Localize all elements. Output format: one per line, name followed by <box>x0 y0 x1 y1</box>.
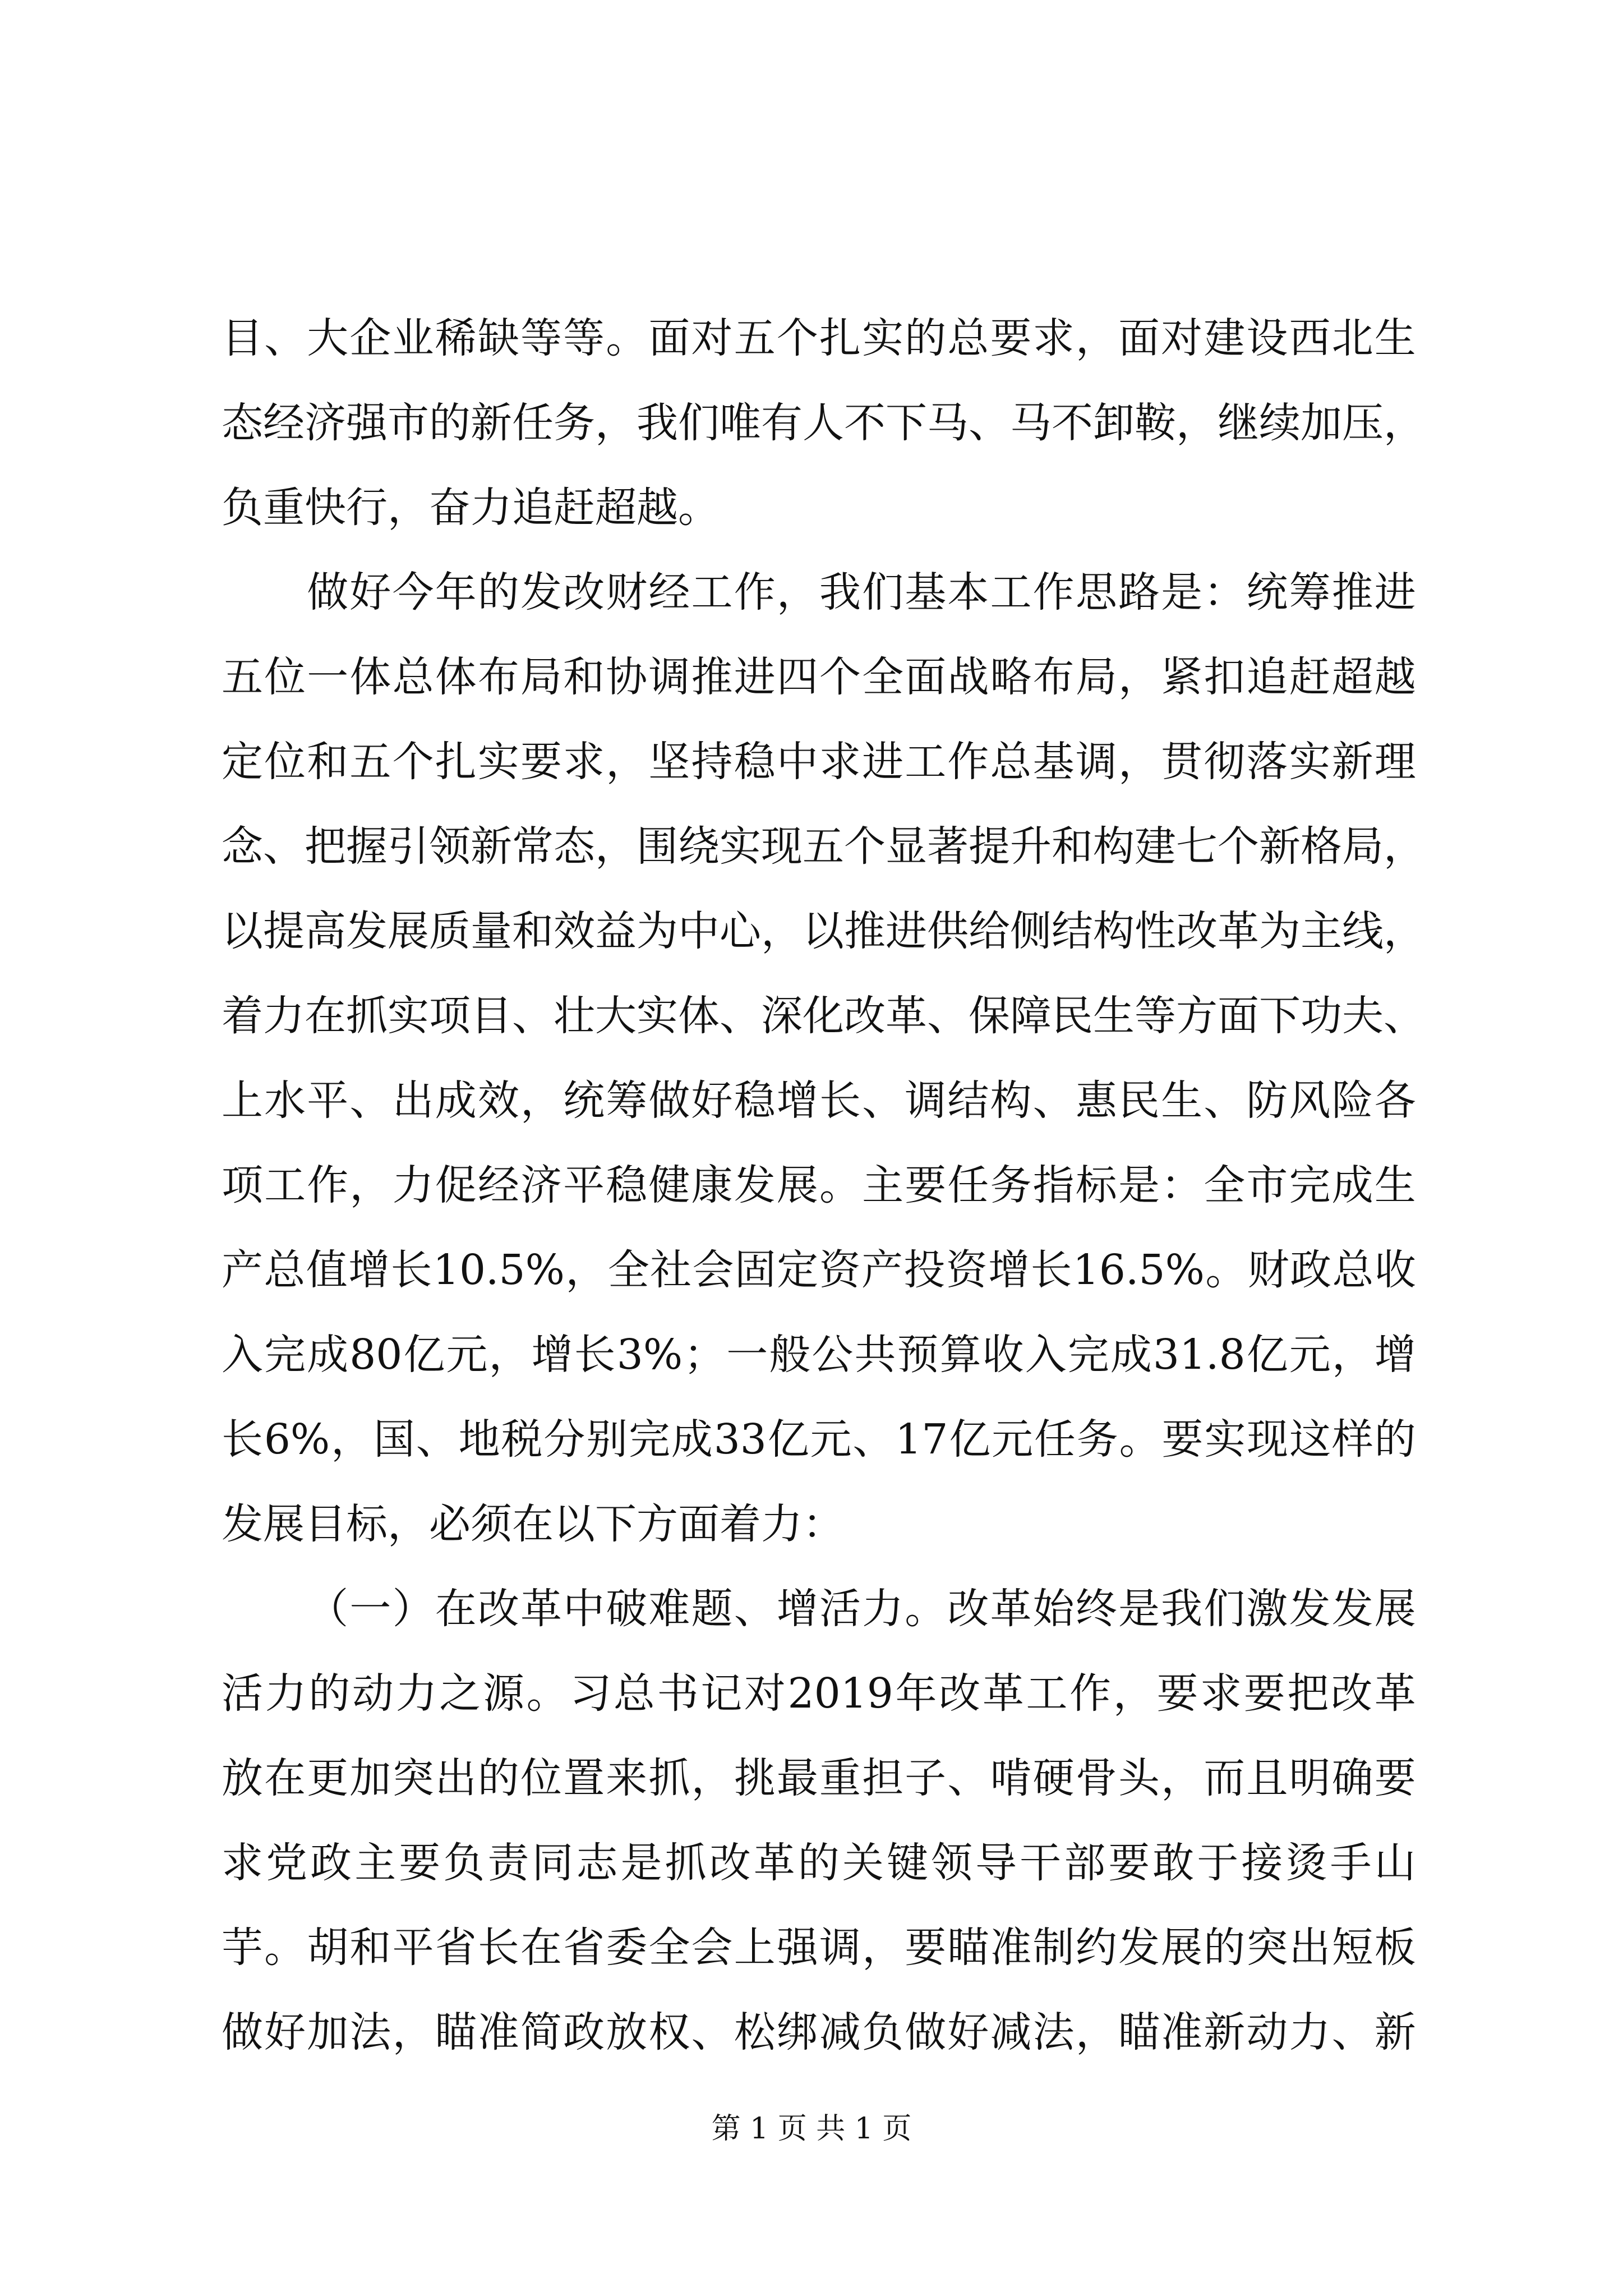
text-line: 放 在 更 加 突 出 的 位 置 来 抓 ， 挑 最 重 担 子 、 啃 硬 骨 头 ， 而 且 明 确 要 <box>222 1754 1416 1802</box>
text-line: 念 、 把 握 引 领 新 常 态 ， 围 绕 实 现 五 个 显 著 提 升 和 构 建 七 个 新 格 局 ， <box>222 822 1425 871</box>
text-line: 上 水 平 、 出 成 效 ， 统 筹 做 好 稳 增 长 、 调 结 构 、 惠 民 生 、 防 风 险 各 <box>222 1076 1416 1125</box>
text-line: 长 6% ， 国 、 地 税 分 别 完 成 33 亿 元 、 17 亿 元 任 务 。 要 实 现 这 样 的 <box>222 1415 1416 1464</box>
text-line: 五 位 一 体 总 体 布 局 和 协 调 推 进 四 个 全 面 战 略 布 局 ， 紧 扣 追 赶 超 越 <box>222 653 1416 701</box>
text-line: （ 一 ） 在 改 革 中 破 难 题 、 增 活 力 。 改 革 始 终 是 我 们 激 发 发 展 <box>307 1585 1416 1633</box>
text-line: 项 工 作 ， 力 促 经 济 平 稳 健 康 发 展 。 主 要 任 务 指 标 是 ： 全 市 完 成 生 <box>222 1161 1416 1209</box>
text-line: 以 提 高 发 展 质 量 和 效 益 为 中 心 ， 以 推 进 供 给 侧 结 构 性 改 革 为 主 线 ， <box>222 907 1425 955</box>
text-line: 发展目标，必须在以下方面着力： <box>222 1500 844 1548</box>
text-line: 求 党 政 主 要 负 责 同 志 是 抓 改 革 的 关 键 领 导 干 部 要 敢 于 接 烫 手 山 <box>222 1839 1416 1887</box>
text-line: 芋 。 胡 和 平 省 长 在 省 委 全 会 上 强 调 ， 要 瞄 准 制 约 发 展 的 突 出 短 板 <box>222 1924 1416 1972</box>
text-line: 活 力 的 动 力 之 源 。 习 总 书 记 对 2019 年 改 革 工 作 ， 要 求 要 把 改 革 <box>222 1669 1416 1718</box>
text-line: 定 位 和 五 个 扎 实 要 求 ， 坚 持 稳 中 求 进 工 作 总 基 调 ， 贯 彻 落 实 新 理 <box>222 738 1416 786</box>
text-line: 做 好 加 法 ， 瞄 准 简 政 放 权 、 松 绑 减 负 做 好 减 法 ， 瞄 准 新 动 力 、 新 <box>222 2008 1416 2056</box>
page-footer: 第 1 页 共 1 页 <box>711 2112 912 2146</box>
text-line: 做 好 今 年 的 发 改 财 经 工 作 ， 我 们 基 本 工 作 思 路 是 ： 统 筹 推 进 <box>307 568 1416 616</box>
text-line: 着 力 在 抓 实 项 目 、 壮 大 实 体 、 深 化 改 革 、 保 障 民 生 等 方 面 下 功 夫 、 <box>222 992 1425 1040</box>
text-line: 负重快行，奋力追赶超越。 <box>222 484 720 532</box>
document-body <box>222 296 1425 2075</box>
text-line: 产 总 值 增 长 10.5% ， 全 社 会 固 定 资 产 投 资 增 长 16.5% 。 财 政 总 收 <box>222 1246 1416 1294</box>
text-line: 目 、 大 企 业 稀 缺 等 等 。 面 对 五 个 扎 实 的 总 要 求 ， 面 对 建 设 西 北 生 <box>222 314 1416 362</box>
text-line: 态 经 济 强 市 的 新 任 务 ， 我 们 唯 有 人 不 下 马 、 马 不 卸 鞍 ， 继 续 加 压 ， <box>222 399 1425 447</box>
text-line: 入 完 成 80 亿 元 ， 增 长 3% ； 一 般 公 共 预 算 收 入 完 成 31.8 亿 元 ， 增 <box>222 1331 1416 1379</box>
